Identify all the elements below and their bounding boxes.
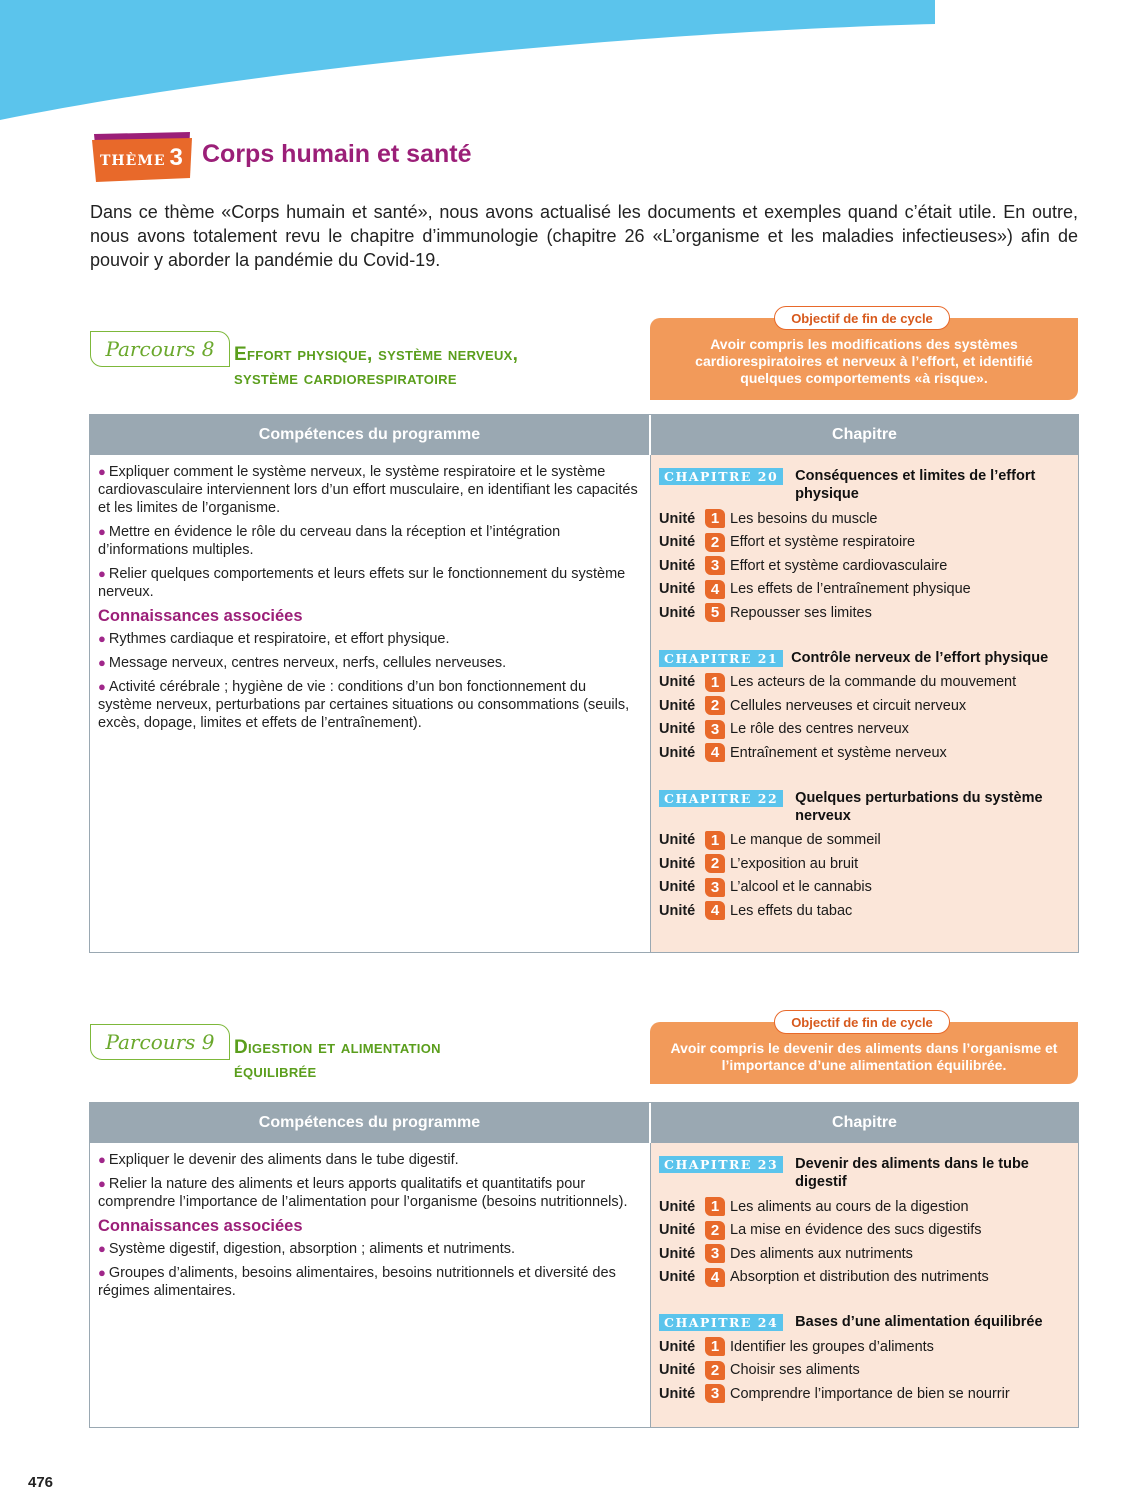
chapter-title: Bases d’une alimentation équilibrée xyxy=(795,1314,1043,1330)
parcours9-title-line1: Digestion et alimentation xyxy=(234,1037,441,1058)
chapter-column-header: Chapitre xyxy=(832,1114,897,1131)
parcours9-title xyxy=(234,1036,654,1084)
unit-row: Unité 2 Choisir ses aliments xyxy=(659,1361,860,1379)
unit-number-badge: 4 xyxy=(705,580,725,599)
theme-badge-label xyxy=(100,144,190,172)
skill-item: ● Expliquer comment le système nerveux, le système respiratoire et le système cardiovasculaire interviennent lors d’un effort musculaire, en identifiant les capacités et les limites de l’organisme. xyxy=(98,464,638,516)
unit-row: Unité 4 Les effets du tabac xyxy=(659,902,853,920)
parcours9-skills xyxy=(90,1143,651,1427)
bullet-icon: ● xyxy=(98,1265,106,1280)
chapter-block xyxy=(659,1155,1070,1289)
knowledge-item: ● Message nerveux, centres nerveux, nerfs, cellules nerveuses. xyxy=(98,655,507,671)
bullet-icon: ● xyxy=(98,1152,106,1167)
unit-number-badge: 4 xyxy=(705,743,725,762)
chapter-title: Devenir des aliments dans le tube digestif xyxy=(795,1156,1029,1190)
parcours9-objective-text: Avoir compris le devenir des aliments dans l’organisme et l’importance d’une alimentation équilibrée. xyxy=(670,1040,1058,1073)
unit-number-badge: 3 xyxy=(705,878,725,897)
unit-number-badge: 2 xyxy=(705,1361,725,1380)
page-title: Corps humain et santé xyxy=(202,140,472,168)
unit-number-badge: 4 xyxy=(705,1268,725,1287)
bullet-icon: ● xyxy=(98,655,106,670)
parcours9-title-line2: équilibrée xyxy=(234,1061,317,1082)
chapter-block xyxy=(659,1313,1070,1406)
unit-number-badge: 2 xyxy=(705,1221,725,1240)
unit-number-badge: 3 xyxy=(705,1384,725,1403)
skills-column-header: Compétences du programme xyxy=(90,415,651,455)
parcours9-header xyxy=(90,1014,1078,1114)
parcours8-table-header xyxy=(90,415,1078,455)
parcours9-chapters xyxy=(651,1143,1078,1427)
unit-row: Unité 1 Le manque de sommeil xyxy=(659,831,881,849)
parcours8-label: Parcours 8 xyxy=(90,331,230,367)
bullet-icon: ● xyxy=(98,524,106,539)
parcours9-label: Parcours 9 xyxy=(90,1024,230,1060)
bullet-icon: ● xyxy=(98,464,106,479)
parcours8-header xyxy=(90,310,1078,421)
bullet-icon: ● xyxy=(98,679,106,694)
page-number: 476 xyxy=(28,1474,54,1491)
chapter-block xyxy=(659,649,1070,765)
unit-row: Unité 5 Repousser ses limites xyxy=(659,604,872,622)
unit-row: Unité 1 Les acteurs de la commande du mouvement xyxy=(659,673,1017,691)
bullet-icon: ● xyxy=(98,1176,106,1191)
chapter-tag: CHAPITRE 21 xyxy=(659,650,783,667)
unit-number-badge: 2 xyxy=(705,533,725,552)
unit-row: Unité 4 Absorption et distribution des nutriments xyxy=(659,1268,989,1286)
parcours9-objective xyxy=(650,1014,1078,1084)
theme-badge-word: THÈME xyxy=(100,153,166,169)
theme-badge-number: 3 xyxy=(169,144,184,171)
unit-row: Unité 1 Les aliments au cours de la digestion xyxy=(659,1198,969,1216)
unit-row: Unité 3 Des aliments aux nutriments xyxy=(659,1245,913,1263)
unit-number-badge: 2 xyxy=(705,696,725,715)
parcours8-title-line2: système cardiorespiratoire xyxy=(234,368,457,389)
knowledge-item: ● Activité cérébrale ; hygiène de vie : conditions d’un bon fonctionnement du système nerveux, perturbations par certaines situations ou consommations (seuils, excès, dopage, limites et effets de l’entraînement). xyxy=(98,679,630,731)
parcours8-title-line1: Effort physique, système nerveux, xyxy=(234,344,519,365)
skills-column-header: Compétences du programme xyxy=(90,1103,651,1143)
unit-number-badge: 1 xyxy=(705,1337,725,1356)
chapter-block xyxy=(659,789,1070,923)
bullet-icon: ● xyxy=(98,566,106,581)
unit-number-badge: 1 xyxy=(705,509,725,528)
knowledge-item: ● Rythmes cardiaque et respiratoire, et effort physique. xyxy=(98,631,450,647)
chapter-tag: CHAPITRE 20 xyxy=(659,468,783,485)
unit-row: Unité 1 Les besoins du muscle xyxy=(659,510,878,528)
intro-paragraph: Dans ce thème «Corps humain et santé», nous avons actualisé les documents et exemples quand c’était utile. En outre, nous avons totalement revu le chapitre d’immunologie (chapitre 26 «L’organisme et les maladies infectieuses») afin de pouvoir y aborder la pandémie du Covid-19. xyxy=(90,202,1078,270)
chapter-block xyxy=(659,467,1070,625)
chapter-title: Conséquences et limites de l’effort physique xyxy=(795,468,1036,502)
bullet-icon: ● xyxy=(98,631,106,646)
chapter-tag: CHAPITRE 23 xyxy=(659,1156,783,1173)
skill-item: ● Mettre en évidence le rôle du cerveau dans la réception et l’intégration d’informations multiples. xyxy=(98,524,561,558)
knowledge-title: Connaissances associées xyxy=(98,1217,303,1235)
chapter-title: Contrôle nerveux de l’effort physique xyxy=(791,649,1049,666)
parcours9-table xyxy=(89,1102,1079,1428)
unit-number-badge: 2 xyxy=(705,854,725,873)
parcours8-chapters xyxy=(651,455,1078,952)
unit-row: Unité 2 La mise en évidence des sucs digestifs xyxy=(659,1221,982,1239)
chapter-title: Quelques perturbations du système nerveux xyxy=(795,789,1043,824)
unit-row: Unité 3 L’alcool et le cannabis xyxy=(659,878,872,896)
unit-row: Unité 4 Entraînement et système nerveux xyxy=(659,744,947,762)
parcours8-table xyxy=(89,414,1079,953)
parcours8-skills xyxy=(90,455,651,952)
unit-row: Unité 2 Cellules nerveuses et circuit nerveux xyxy=(659,697,967,715)
parcours8-title xyxy=(234,343,654,391)
unit-row: Unité 3 Effort et système cardiovasculaire xyxy=(659,557,948,575)
unit-number-badge: 3 xyxy=(705,556,725,575)
skill-item: ● Relier quelques comportements et leurs effets sur le fonctionnement du système nerveux. xyxy=(98,566,626,600)
parcours9-objective-tag: Objectif de fin de cycle xyxy=(774,1010,950,1034)
unit-number-badge: 1 xyxy=(705,673,725,692)
parcours8-objective xyxy=(650,310,1078,400)
unit-row: Unité 1 Identifier les groupes d’aliments xyxy=(659,1338,934,1356)
parcours8-objective-text: Avoir compris les modifications des systèmes cardiorespiratoires et nerveux à l’effort, et identifié quelques comportements «à risque». xyxy=(695,336,1033,386)
unit-number-badge: 3 xyxy=(705,720,725,739)
unit-number-badge: 1 xyxy=(705,831,725,850)
unit-number-badge: 4 xyxy=(705,901,725,920)
chapter-column-header: Chapitre xyxy=(832,426,897,443)
unit-number-badge: 1 xyxy=(705,1197,725,1216)
parcours8-objective-tag: Objectif de fin de cycle xyxy=(774,306,950,330)
bullet-icon: ● xyxy=(98,1241,106,1256)
unit-number-badge: 3 xyxy=(705,1244,725,1263)
unit-row: Unité 4 Les effets de l’entraînement physique xyxy=(659,580,971,598)
chapter-tag: CHAPITRE 24 xyxy=(659,1314,783,1331)
skill-item: ● Expliquer le devenir des aliments dans le tube digestif. xyxy=(98,1152,459,1168)
top-wave-decoration xyxy=(0,0,1125,130)
knowledge-item: ● Système digestif, digestion, absorption ; aliments et nutriments. xyxy=(98,1241,516,1257)
unit-row: Unité 3 Le rôle des centres nerveux xyxy=(659,720,909,738)
unit-row: Unité 2 L’exposition au bruit xyxy=(659,855,859,873)
knowledge-title: Connaissances associées xyxy=(98,607,303,625)
skill-item: ● Relier la nature des aliments et leurs apports qualitatifs et quantitatifs pour comprendre l’importance de l’alimentation pour l’organisme (besoins nutritionnels). xyxy=(98,1176,628,1210)
unit-number-badge: 5 xyxy=(705,603,725,622)
unit-row: Unité 3 Comprendre l’importance de bien se nourrir xyxy=(659,1385,1010,1403)
knowledge-item: ● Groupes d’aliments, besoins alimentaires, besoins nutritionnels et diversité des régimes alimentaires. xyxy=(98,1265,616,1299)
unit-row: Unité 2 Effort et système respiratoire xyxy=(659,533,916,551)
chapter-tag: CHAPITRE 22 xyxy=(659,790,783,807)
parcours9-table-header xyxy=(90,1103,1078,1143)
